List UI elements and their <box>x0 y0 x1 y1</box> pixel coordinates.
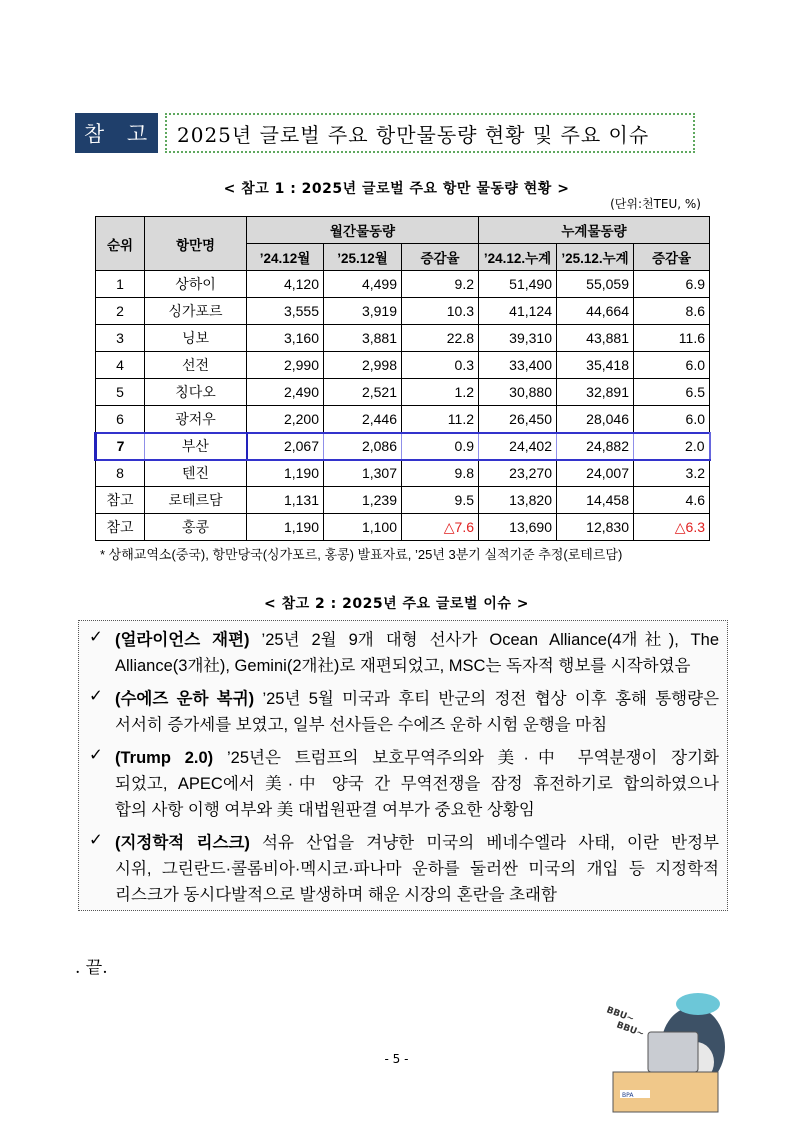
header-cumulative: 누계물동량 <box>479 217 710 244</box>
m25-cell: 2,998 <box>324 352 402 379</box>
rank-cell: 1 <box>96 271 145 298</box>
check-icon: ✓ <box>89 831 103 849</box>
port-cell: 칭다오 <box>145 379 247 406</box>
issue-text: ’25년은 트럼프의 보호무역주의와 美·中 무역분쟁이 장기화 <box>213 749 719 767</box>
source-note: * 상해교역소(중국), 항만당국(싱가포르, 홍콩) 발표자료, ’25년 3분기 실적기준 추정(로테르담) <box>100 547 623 562</box>
table-row <box>96 406 710 433</box>
issue-line: 시위, 그린란드·콜롬비아·멕시코·파나마 운하를 둘러싼 미국의 개입 등 지정학적 <box>115 860 719 878</box>
c24-cell: 30,880 <box>479 379 557 406</box>
issue-line: 되었고, APEC에서 美·中 양국 간 무역전쟁을 잠정 휴전하기로 합의하였으나 <box>115 775 719 793</box>
issue-item <box>87 830 719 908</box>
m24-cell: 3,555 <box>247 298 324 325</box>
issue-line <box>115 830 719 856</box>
table-row <box>96 460 710 487</box>
port-cell: 부산 <box>145 433 247 460</box>
issues-box <box>78 620 728 911</box>
c24-cell: 33,400 <box>479 352 557 379</box>
mascot-illustration <box>598 972 728 1117</box>
m25-cell: 1,239 <box>324 487 402 514</box>
laptop-icon <box>648 1032 698 1072</box>
rank-cell: 5 <box>96 379 145 406</box>
issue-line: 서서히 증가세를 보였고, 일부 선사들은 수에즈 운하 시험 운행을 마침 <box>115 716 608 734</box>
issue-text: 석유 산업을 겨냥한 미국의 베네수엘라 사태, 이란 반정부 <box>249 834 719 852</box>
header-c25: ’25.12.누계 <box>557 244 634 271</box>
m25-cell: 2,521 <box>324 379 402 406</box>
c25-cell: 24,882 <box>557 433 634 460</box>
issue-line: 리스크가 동시다발적으로 발생하며 해운 시장의 혼란을 초래함 <box>115 886 557 904</box>
c25-cell: 12,830 <box>557 514 634 541</box>
c24-cell: 51,490 <box>479 271 557 298</box>
c25-cell: 14,458 <box>557 487 634 514</box>
cchg-cell: 6.9 <box>634 271 710 298</box>
header-mchg: 증감율 <box>402 244 479 271</box>
table-row <box>96 379 710 406</box>
c25-cell: 28,046 <box>557 406 634 433</box>
header-cchg: 증감율 <box>634 244 710 271</box>
c25-cell: 24,007 <box>557 460 634 487</box>
rank-cell: 참고 <box>96 514 145 541</box>
rank-cell: 7 <box>96 433 145 460</box>
issue-label: (Trump 2.0) <box>115 749 214 767</box>
header-m24: ’24.12월 <box>247 244 324 271</box>
cchg-cell: 11.6 <box>634 325 710 352</box>
mchg-cell: 9.8 <box>402 460 479 487</box>
reference-tag: 참 고 <box>75 113 158 153</box>
table-row <box>96 325 710 352</box>
m25-cell: 2,086 <box>324 433 402 460</box>
mchg-cell: 11.2 <box>402 406 479 433</box>
issue-text: ’25년 5월 미국과 후티 반군의 정전 협상 이후 홍해 통행량은 <box>254 690 719 708</box>
ref1-title: < 참고 1 : 2025년 글로벌 주요 항만 물동량 현황 > <box>223 181 570 197</box>
table-row <box>96 487 710 514</box>
port-cell: 홍콩 <box>145 514 247 541</box>
port-cell: 싱가포르 <box>145 298 247 325</box>
m24-cell: 2,200 <box>247 406 324 433</box>
cchg-cell: 2.0 <box>634 433 710 460</box>
c24-cell: 13,820 <box>479 487 557 514</box>
page-title: 2025년 글로벌 주요 항만물동량 현황 및 주요 이슈 <box>165 113 695 153</box>
rank-cell: 2 <box>96 298 145 325</box>
bubble-text-2: BBU~ <box>614 1020 646 1040</box>
issue-line <box>115 745 719 771</box>
m25-cell: 3,881 <box>324 325 402 352</box>
issue-item <box>87 686 719 738</box>
check-icon: ✓ <box>89 628 103 646</box>
table-row <box>96 433 710 460</box>
port-cell: 상하이 <box>145 271 247 298</box>
m24-cell: 2,067 <box>247 433 324 460</box>
mchg-cell: 9.2 <box>402 271 479 298</box>
m24-cell: 4,120 <box>247 271 324 298</box>
check-icon: ✓ <box>89 687 103 705</box>
cchg-cell: 8.6 <box>634 298 710 325</box>
m24-cell: 2,990 <box>247 352 324 379</box>
cchg-cell: 4.6 <box>634 487 710 514</box>
issue-label: (수에즈 운하 복귀) <box>115 690 255 708</box>
mchg-cell: 0.9 <box>402 433 479 460</box>
cchg-cell: 6.0 <box>634 406 710 433</box>
cchg-cell: △6.3 <box>634 514 710 541</box>
mchg-cell: 22.8 <box>402 325 479 352</box>
rank-cell: 6 <box>96 406 145 433</box>
m25-cell: 1,307 <box>324 460 402 487</box>
m24-cell: 3,160 <box>247 325 324 352</box>
dolphin <box>676 993 720 1015</box>
header-m25: ’25.12월 <box>324 244 402 271</box>
page-number: - 5 - <box>384 1052 409 1066</box>
port-cell: 광저우 <box>145 406 247 433</box>
issue-item <box>87 627 719 679</box>
issue-line <box>115 627 719 653</box>
m24-cell: 1,131 <box>247 487 324 514</box>
m24-cell: 1,190 <box>247 460 324 487</box>
port-cell: 선전 <box>145 352 247 379</box>
rank-cell: 3 <box>96 325 145 352</box>
c25-cell: 35,418 <box>557 352 634 379</box>
m25-cell: 1,100 <box>324 514 402 541</box>
mchg-cell: 9.5 <box>402 487 479 514</box>
m24-cell: 1,190 <box>247 514 324 541</box>
m25-cell: 4,499 <box>324 271 402 298</box>
mchg-cell: 1.2 <box>402 379 479 406</box>
end-mark: . 끝. <box>75 958 108 978</box>
c24-cell: 26,450 <box>479 406 557 433</box>
c24-cell: 41,124 <box>479 298 557 325</box>
mchg-cell: 10.3 <box>402 298 479 325</box>
rank-cell: 4 <box>96 352 145 379</box>
header-monthly: 월간물동량 <box>247 217 479 244</box>
c25-cell: 32,891 <box>557 379 634 406</box>
header-port: 항만명 <box>145 217 247 271</box>
issue-line: 합의 사항 이행 여부와 美 대법원판결 여부가 중요한 상황임 <box>115 801 535 819</box>
bubble-text-1: BBU~ <box>604 1005 636 1025</box>
cchg-cell: 6.5 <box>634 379 710 406</box>
table-row <box>96 271 710 298</box>
c24-cell: 13,690 <box>479 514 557 541</box>
c25-cell: 43,881 <box>557 325 634 352</box>
mchg-cell: △7.6 <box>402 514 479 541</box>
m24-cell: 2,490 <box>247 379 324 406</box>
port-volume-table <box>94 216 711 541</box>
port-cell: 로테르담 <box>145 487 247 514</box>
ref2-title: < 참고 2 : 2025년 주요 글로벌 이슈 > <box>264 596 529 612</box>
header-rank: 순위 <box>96 217 145 271</box>
c25-cell: 55,059 <box>557 271 634 298</box>
issue-label: (지정학적 리스크) <box>115 834 250 852</box>
issue-line: Alliance(3개社), Gemini(2개社)로 재편되었고, MSC는 독자적 행보를 시작하였음 <box>115 657 691 675</box>
mchg-cell: 0.3 <box>402 352 479 379</box>
table-row <box>96 298 710 325</box>
c24-cell: 39,310 <box>479 325 557 352</box>
rank-cell: 8 <box>96 460 145 487</box>
bpa-logo: BPA <box>622 1092 634 1099</box>
c25-cell: 44,664 <box>557 298 634 325</box>
c24-cell: 23,270 <box>479 460 557 487</box>
cchg-cell: 3.2 <box>634 460 710 487</box>
port-cell: 텐진 <box>145 460 247 487</box>
m25-cell: 3,919 <box>324 298 402 325</box>
issue-item <box>87 745 719 823</box>
check-icon: ✓ <box>89 746 103 764</box>
table-row <box>96 352 710 379</box>
m25-cell: 2,446 <box>324 406 402 433</box>
c24-cell: 24,402 <box>479 433 557 460</box>
port-cell: 닝보 <box>145 325 247 352</box>
header-c24: ’24.12.누계 <box>479 244 557 271</box>
issue-text: ’25년 2월 9개 대형 선사가 Ocean Alliance(4개社), The <box>249 631 719 649</box>
cchg-cell: 6.0 <box>634 352 710 379</box>
issue-line <box>115 686 719 712</box>
rank-cell: 참고 <box>96 487 145 514</box>
table-row <box>96 514 710 541</box>
issue-label: (얼라이언스 재편) <box>115 631 250 649</box>
unit-label: (단위:천TEU, %) <box>610 197 701 211</box>
